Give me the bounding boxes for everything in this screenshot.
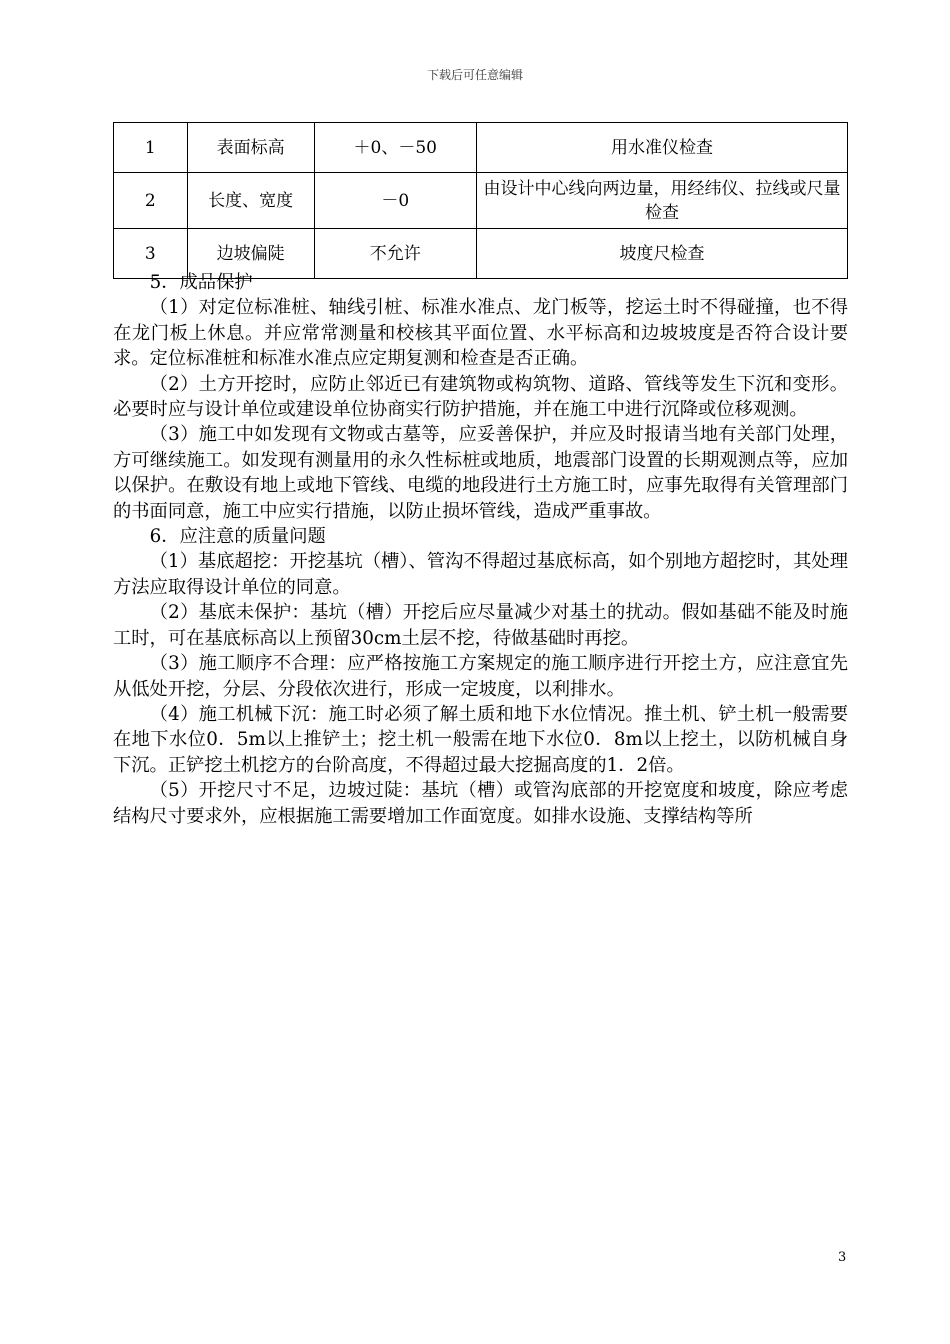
method-cell: 由设计中心线向两边量，用经纬仪、拉线或尺量检查 xyxy=(476,173,847,229)
row-number: 2 xyxy=(114,173,188,229)
row-number: 1 xyxy=(114,123,188,173)
tolerance-cell: ＋0、－50 xyxy=(314,123,476,173)
document-body xyxy=(113,270,848,829)
paragraph: （1）对定位标准桩、轴线引桩、标准水准点、龙门板等，挖运土时不得碰撞，也不得在龙门板上休息。并应常常测量和校核其平面位置、水平标高和边坡坡度是否符合设计要求。定位标准桩和标准水准点应定期复测和检查是否正确。 xyxy=(113,297,848,370)
tolerance-cell: －0 xyxy=(314,173,476,229)
tolerance-cell: 不允许 xyxy=(314,229,476,279)
section-heading-finished-product-protection: 5．成品保护 xyxy=(149,272,253,293)
page-number: 3 xyxy=(838,1250,847,1265)
item-cell: 表面标高 xyxy=(187,123,314,173)
method-cell: 坡度尺检查 xyxy=(476,229,847,279)
table-row xyxy=(114,173,848,229)
paragraph: （1）基底超挖：开挖基坑（槽）、管沟不得超过基底标高，如个别地方超挖时，其处理方法应取得设计单位的同意。 xyxy=(113,551,848,598)
row-number: 3 xyxy=(114,229,188,279)
table-row xyxy=(114,123,848,173)
item-cell: 长度、宽度 xyxy=(187,173,314,229)
paragraph: （4）施工机械下沉：施工时必须了解土质和地下水位情况。推土机、铲土机一般需要在地下水位0．5m以上推铲土；挖土机一般需在地下水位0．8m以上挖土，以防机械自身下沉。正铲挖土机挖方的台阶高度，不得超过最大挖掘高度的1．2倍。 xyxy=(113,703,848,776)
paragraph: （3）施工中如发现有文物或古墓等，应妥善保护，并应及时报请当地有关部门处理，方可继续施工。如发现有测量用的永久性标桩或地质，地震部门设置的长期观测点等，应加以保护。在敷设有地上或地下管线、电缆的地段进行土方施工时，应事先取得有关管理部门的书面同意，施工中应实行措施，以防止损坏管线，造成严重事故。 xyxy=(113,424,848,522)
paragraph: （2）土方开挖时，应防止邻近已有建筑物或构筑物、道路、管线等发生下沉和变形。必要时应与设计单位或建设单位协商实行防护措施，并在施工中进行沉降或位移观测。 xyxy=(113,373,848,421)
item-cell: 边坡偏陡 xyxy=(187,229,314,279)
tolerance-table xyxy=(113,122,848,279)
paragraph: （5）开挖尺寸不足，边坡过陡：基坑（槽）或管沟底部的开挖宽度和坡度，除应考虑结构尺寸要求外，应根据施工需要增加工作面宽度。如排水设施、支撑结构等所 xyxy=(113,780,848,827)
section-heading-quality-issues: 6．应注意的质量问题 xyxy=(149,526,326,548)
paragraph: （3）施工顺序不合理：应严格按施工方案规定的施工顺序进行开挖土方，应注意宜先从低处开挖，分层、分段依次进行，形成一定坡度，以利排水。 xyxy=(113,653,848,700)
page-header: 下载后可任意编辑 xyxy=(426,68,523,82)
method-cell: 用水准仪检查 xyxy=(476,123,847,173)
paragraph: （2）基底未保护：基坑（槽）开挖后应尽量减少对基土的扰动。假如基础不能及时施工时，可在基底标高以上预留30cm土层不挖，待做基础时再挖。 xyxy=(113,602,848,649)
